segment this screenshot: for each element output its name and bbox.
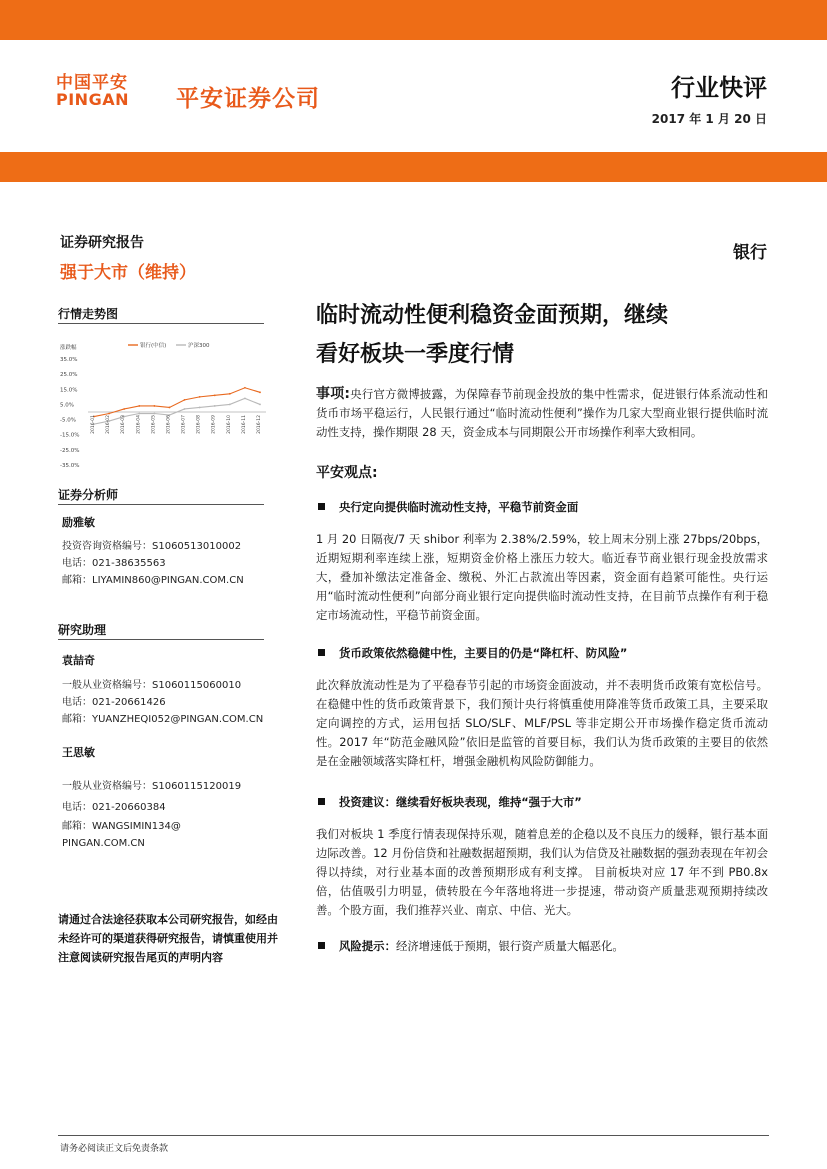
pingan-logo-en: PINGAN — [56, 90, 129, 109]
chart-section-title: 行情走势图 — [58, 307, 119, 321]
risk-text: 经济增速低于预期，银行资产质量大幅恶化。 — [395, 939, 624, 953]
bullet-square-icon — [318, 942, 325, 949]
assistant-phone: 电话：021-20661426 — [62, 697, 166, 708]
assistant-name: 王思敏 — [62, 746, 95, 759]
chart-xtick-label: 2016-08 — [196, 415, 202, 434]
footer-note: 请务必阅读正文后免责条款 — [60, 1144, 169, 1154]
analyst-phone: 电话：021-38635563 — [62, 558, 166, 569]
chart-point — [199, 396, 201, 398]
chart-xtick-label: 2016-11 — [241, 415, 247, 434]
chart-point — [214, 394, 216, 396]
analyst-email[interactable]: 邮箱：LIYAMIN860@PINGAN.COM.CN — [62, 575, 244, 586]
analyst-name: 励雅敏 — [62, 516, 95, 529]
top-accent-bar — [0, 0, 827, 40]
point-heading — [318, 499, 770, 515]
chart-point — [229, 404, 231, 406]
doc-type: 行业快评 — [671, 74, 767, 102]
chart-legend-label: 沪深300 — [188, 343, 210, 349]
point-paragraph: 1 月 20 日隔夜/7 天 shibor 利率为 2.38%/2.59%，较上周末分别上涨 27bps/20bps，近期短期利率连续上涨，短期资金价格上涨压力较大。临近春节商业银行现金投放需求大，叠加补缴法定准备金、缴税、外汇占款流出等因素，资金面有趋紧可能性。央行运用“临时流动性便利”向部分商业银行定向提供临时流动性支持，在目前节点操作有利于稳定市场流动性，平稳节前资金面。 — [316, 532, 768, 622]
chart-xtick-label: 2016-10 — [226, 415, 232, 434]
view-heading: 平安观点: — [316, 465, 378, 481]
analyst-heading: 证券分析师 — [58, 488, 119, 502]
chart-ytick-label: 5.0% — [60, 402, 74, 409]
chart-legend-label: 银行(中信) — [140, 343, 167, 349]
chart-ytick-label: -25.0% — [60, 447, 80, 454]
brand-name: 平安证券公司 — [176, 86, 320, 112]
chart-point — [244, 387, 246, 389]
chart-point — [169, 407, 171, 409]
point-title: 货币政策依然稳健中性，主要目的仍是“降杠杆、防风险” — [339, 646, 628, 660]
event-text: 央行官方微博披露，为保障春节前现金投放的集中性需求，促进银行体系流动性和货币市场平稳运行，人民银行通过“临时流动性便利”操作为几家大型商业银行提供临时流动性支持，操作期限 28 天，资金成本与同期限公开市场操作利率大致相同。 — [316, 387, 768, 439]
footer-divider — [58, 1135, 769, 1136]
report-type: 证券研究报告 — [60, 235, 144, 251]
assistant-name: 袁喆奇 — [62, 654, 95, 667]
bullet-square-icon — [318, 649, 325, 656]
bullet-square-icon — [318, 503, 325, 510]
chart-point — [123, 408, 125, 410]
chart-xtick-label: 2016-06 — [166, 415, 172, 434]
divider — [58, 504, 264, 505]
sidebar-disclaimer: 请通过合法途径获取本公司研究报告，如经由未经许可的渠道获得研究报告，请慎重使用并注意阅读研究报告尾页的声明内容 — [58, 913, 278, 964]
chart-ytick-label: 35.0% — [60, 357, 78, 363]
analyst-cert: 投资咨询资格编号：S1060513010002 — [62, 541, 242, 552]
chart-point — [199, 407, 201, 409]
point-title: 央行定向提供临时流动性支持，平稳节前资金面 — [339, 500, 579, 514]
chart-point — [153, 405, 155, 407]
chart-point — [229, 393, 231, 395]
assistant-cert: 一般从业资格编号：S1060115120019 — [62, 781, 242, 792]
divider — [58, 639, 264, 640]
assistant-cert: 一般从业资格编号：S1060115060010 — [62, 680, 242, 691]
bullet-square-icon — [318, 798, 325, 805]
chart-xtick-label: 2016-09 — [211, 415, 217, 434]
chart-ylabel: 涨跌幅 — [60, 345, 77, 351]
point-heading — [318, 645, 770, 661]
sector-label: 银行 — [733, 243, 767, 263]
point-heading — [318, 794, 770, 810]
price-trend-chart — [58, 333, 272, 473]
chart-xtick-label: 2016-01 — [91, 415, 96, 434]
chart-ytick-label: -15.0% — [60, 432, 80, 439]
report-title-line: 临时流动性便利稳资金面预期，继续 — [316, 303, 669, 328]
chart-xtick-label: 2016-03 — [121, 415, 127, 434]
chart-ytick-label: 15.0% — [60, 387, 78, 394]
assistant-email-cont[interactable]: PINGAN.COM.CN — [62, 838, 145, 849]
header-band — [0, 152, 827, 182]
chart-ytick-label: 25.0% — [60, 372, 78, 379]
assistant-heading: 研究助理 — [58, 623, 107, 637]
divider — [58, 323, 264, 324]
chart-point — [108, 413, 110, 415]
chart-point — [138, 413, 140, 415]
chart-point — [184, 408, 186, 410]
assistant-email[interactable]: 邮箱：YUANZHEQI052@PINGAN.COM.CN — [62, 714, 264, 725]
chart-point — [259, 404, 261, 406]
chart-xtick-label: 2016-12 — [257, 415, 262, 434]
chart-point — [138, 405, 140, 407]
price-trend-svg — [58, 333, 272, 473]
point-paragraph: 此次释放流动性是为了平稳春节引起的市场资金面波动，并不表明货币政策有宽松信号。在稳健中性的货币政策背景下，我们预计央行将慎重使用降准等货币政策工具，主要采取定向调控的方式，运用包括 SLO/SLF、MLF/PSL 等非定期公开市场操作稳定货币流动性。2017 年“防范金融风险”依旧是监管的首要目标，我们认为货币政策的主要目的依然是在金融领域落实降杠杆，增强金融机构风险防御能力。 — [316, 678, 768, 768]
event-paragraph — [316, 385, 768, 442]
rating: 强于大市（维持） — [60, 263, 196, 283]
report-title-line: 看好板块一季度行情 — [316, 342, 515, 367]
risk-line — [318, 938, 770, 954]
event-lead: 事项: — [316, 386, 351, 402]
report-title — [316, 296, 771, 374]
chart-xtick-label: 2016-05 — [151, 415, 157, 434]
assistant-phone: 电话：021-20660384 — [62, 802, 166, 813]
chart-xtick-label: 2016-07 — [181, 415, 187, 434]
chart-ytick-label: -35.0% — [60, 463, 80, 469]
chart-point — [244, 397, 246, 399]
chart-point — [214, 405, 216, 407]
point-title: 投资建议：继续看好板块表现，维持“强于大市” — [339, 795, 582, 809]
chart-point — [153, 413, 155, 415]
point-paragraph: 我们对板块 1 季度行情表现保持乐观，随着息差的企稳以及不良压力的缓释，银行基本面边际改善。12 月份信贷和社融数据超预期，我们认为信贷及社融数据的强劲表现在年初会得以持续，对行业基本面的改善预期形成有利支撑。 目前板块对应 17 年不到 PB0.8x 倍，估值吸引力明显，债转股在今年落地将进一步提速，带动资产质量悲观预期持续改善。个股方面，我们推荐兴业、南京、中信、光大。 — [316, 827, 768, 917]
chart-xtick-label: 2016-04 — [136, 415, 142, 434]
chart-point — [184, 399, 186, 401]
doc-date: 2017 年 1 月 20 日 — [651, 112, 767, 126]
chart-xtick-label: 2016-02 — [106, 415, 112, 434]
pingan-logo-cn: 中国平安 — [56, 73, 128, 93]
chart-series-line — [94, 398, 260, 424]
risk-label: 风险提示： — [339, 939, 396, 953]
assistant-email[interactable]: 邮箱：WANGSIMIN134@ — [62, 821, 181, 832]
chart-ytick-label: -5.0% — [60, 417, 76, 424]
chart-point — [259, 391, 261, 393]
